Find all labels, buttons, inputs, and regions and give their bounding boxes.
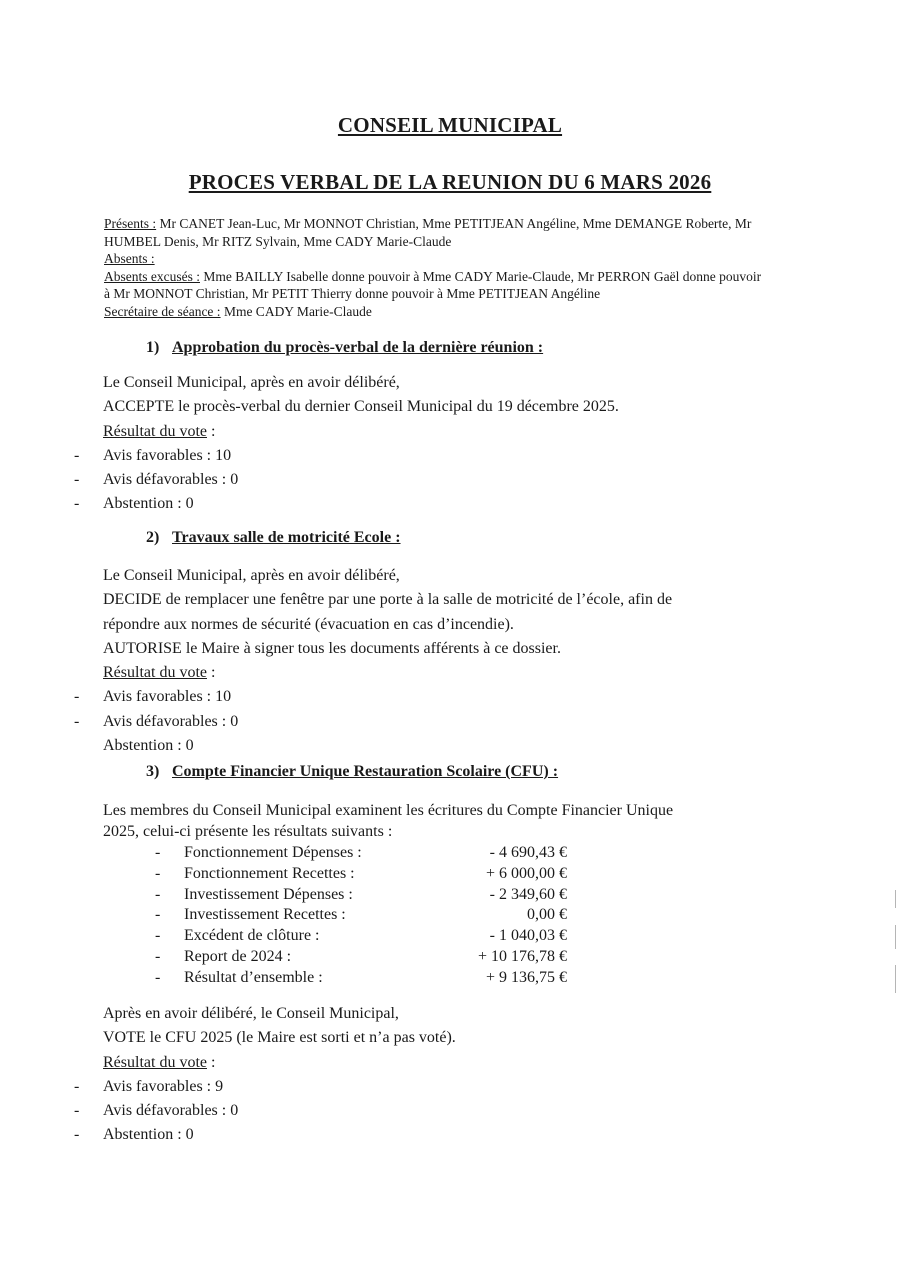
body-line: ACCEPTE le procès-verbal du dernier Conseil Municipal du 19 décembre 2025. <box>103 398 619 416</box>
bullet-dash: - <box>74 688 80 706</box>
section-number: 2) <box>146 529 160 546</box>
bullet-dash: - <box>155 885 161 903</box>
present-label: Présents : <box>104 216 157 231</box>
body-line: Le Conseil Municipal, après en avoir délibéré, <box>103 567 400 584</box>
section-3-heading <box>146 763 558 781</box>
financial-label: Fonctionnement Recettes : <box>184 864 355 882</box>
secretary-text: Mme CADY Marie-Claude <box>223 303 372 319</box>
excused-line <box>104 268 764 303</box>
vote-text: Avis défavorables : 0 <box>103 712 239 730</box>
excused-label: Absents excusés : <box>104 268 200 284</box>
document-title: CONSEIL MUNICIPAL <box>337 113 563 137</box>
bullet-dash: - <box>155 906 161 924</box>
vote-result-line <box>103 420 763 444</box>
section-title: Approbation du procès-verbal de la dernière réunion : <box>172 339 544 356</box>
bullet-dash: - <box>155 864 161 882</box>
body-line: Les membres du Conseil Municipal examinent les écritures du Compte Financier Unique <box>103 802 674 819</box>
vote-text: Avis favorables : 10 <box>103 688 232 706</box>
financial-amount: + 9 136,75 € <box>485 968 567 986</box>
excused-text: Mme BAILLY Isabelle donne pouvoir à Mme CADY Marie-Claude, Mr PERRON Gaël donne pouvoir à Mr MONNOT Christian, Mr PETIT Thierry donne pouvoir à Mme PETITJEAN Angéline <box>104 268 762 302</box>
section-title: Travaux salle de motricité Ecole : <box>172 529 401 546</box>
vote-text: Abstention : 0 <box>103 1126 194 1144</box>
bullet-dash: - <box>74 446 80 464</box>
vote-item <box>74 492 763 516</box>
vote-text: Avis défavorables : 0 <box>103 1102 239 1120</box>
bullet-dash: - <box>74 1102 80 1120</box>
vote-result-label: Résultat du vote <box>103 1053 207 1071</box>
section-3-intro <box>103 800 763 842</box>
body-line: DECIDE de remplacer une fenêtre par une porte à la salle de motricité de l’école, afin de <box>103 591 673 609</box>
present-line <box>104 215 764 250</box>
body-line: VOTE le CFU 2025 (le Maire est sorti et n’a pas voté). <box>103 1029 456 1047</box>
section-number: 1) <box>146 339 160 356</box>
attendance-block <box>104 215 764 321</box>
section-2-heading <box>146 529 401 547</box>
scan-mark <box>895 890 896 908</box>
bullet-dash: - <box>155 927 161 945</box>
vote-result-label: Résultat du vote <box>103 664 207 682</box>
vote-text: Abstention : 0 <box>103 495 194 513</box>
section-3-body <box>74 1002 763 1148</box>
financial-label: Investissement Recettes : <box>184 906 346 924</box>
scan-mark <box>895 965 896 993</box>
bullet-dash: - <box>74 1077 80 1095</box>
vote-result-label: Résultat du vote <box>103 422 207 440</box>
bullet-dash: - <box>74 712 80 730</box>
financial-amount: - 1 040,03 € <box>489 927 567 945</box>
body-line: Après en avoir délibéré, le Conseil Municipal, <box>103 1005 399 1022</box>
vote-item <box>103 734 763 758</box>
absent-label: Absents : <box>104 251 155 267</box>
financial-row <box>155 885 567 906</box>
vote-item <box>74 1123 763 1147</box>
vote-text: Avis favorables : 10 <box>103 446 232 464</box>
section-title: Compte Financier Unique Restauration Scolaire (CFU) : <box>172 763 559 780</box>
financial-label: Report de 2024 : <box>184 947 292 965</box>
financial-amount: - 2 349,60 € <box>489 885 567 903</box>
vote-item <box>74 1099 763 1123</box>
financial-amount: 0,00 € <box>527 906 567 924</box>
financial-row <box>155 905 567 926</box>
financial-row <box>155 947 567 968</box>
bullet-dash: - <box>155 844 161 861</box>
financial-label: Résultat d’ensemble : <box>184 968 323 986</box>
financial-label: Fonctionnement Dépenses : <box>184 844 362 861</box>
vote-item <box>74 710 763 734</box>
vote-text: Avis favorables : 9 <box>103 1077 224 1095</box>
vote-item <box>74 468 763 492</box>
bullet-dash: - <box>74 495 80 513</box>
present-text: Mr CANET Jean-Luc, Mr MONNOT Christian, Mme PETITJEAN Angéline, Mme DEMANGE Roberte, Mr HUMBEL Denis, Mr RITZ Sylvain, Mme CADY Marie-Claude <box>104 216 752 249</box>
financial-label: Investissement Dépenses : <box>184 885 353 903</box>
financial-row <box>155 926 567 947</box>
body-line: Le Conseil Municipal, après en avoir délibéré, <box>103 374 400 391</box>
financial-label: Excédent de clôture : <box>184 927 320 945</box>
section-number: 3) <box>146 763 160 780</box>
bullet-dash: - <box>155 947 161 965</box>
section-1-heading <box>146 339 543 357</box>
body-line: AUTORISE le Maire à signer tous les documents afférents à ce dossier. <box>103 639 561 657</box>
vote-result-line <box>103 661 763 685</box>
financial-row <box>155 864 567 885</box>
vote-result-suffix: : <box>206 664 216 682</box>
bullet-dash: - <box>74 471 80 489</box>
vote-item <box>74 1075 763 1099</box>
financial-results-table <box>155 843 567 989</box>
financial-amount: - 4 690,43 € <box>489 844 567 861</box>
bullet-dash: - <box>155 968 161 986</box>
vote-item <box>74 685 763 709</box>
financial-amount: + 6 000,00 € <box>485 864 567 882</box>
vote-result-suffix: : <box>206 1053 216 1071</box>
secretary-line <box>104 303 764 321</box>
vote-text: Abstention : 0 <box>103 737 194 755</box>
financial-amount: + 10 176,78 € <box>477 947 567 965</box>
bullet-dash: - <box>74 1126 80 1144</box>
document-subtitle: PROCES VERBAL DE LA REUNION DU 6 MARS 2026 <box>188 170 712 194</box>
section-2-body <box>74 564 763 758</box>
vote-result-line <box>103 1051 763 1075</box>
financial-row <box>155 968 567 989</box>
body-line: répondre aux normes de sécurité (évacuation en cas d’incendie). <box>103 615 514 633</box>
vote-result-suffix: : <box>206 422 216 440</box>
vote-item <box>74 444 763 468</box>
financial-row <box>155 843 567 864</box>
body-line: 2025, celui-ci présente les résultats suivants : <box>103 823 393 840</box>
section-1-body <box>74 371 763 517</box>
secretary-label: Secrétaire de séance : <box>104 303 221 319</box>
scan-mark <box>895 925 896 949</box>
vote-text: Avis défavorables : 0 <box>103 471 239 489</box>
absent-line <box>104 250 764 268</box>
